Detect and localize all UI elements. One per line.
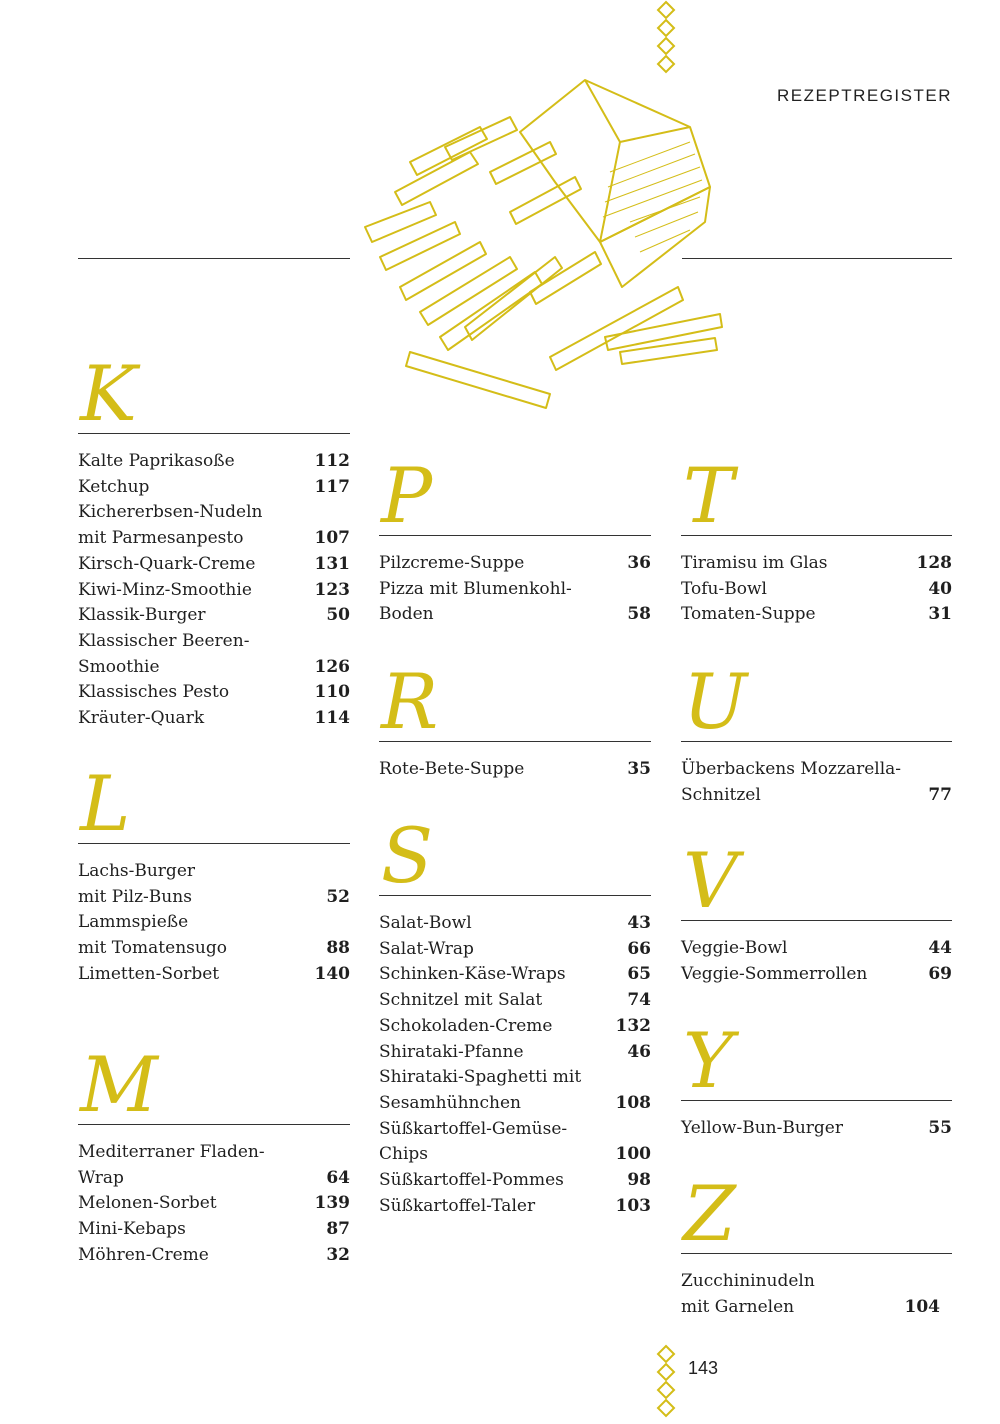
index-entry: Boden 58: [379, 604, 651, 625]
section-letter: R: [381, 657, 439, 746]
index-entry: Salat-Bowl 43: [379, 913, 651, 933]
section-y: [681, 1010, 952, 1142]
index-entry: Smoothie 126: [78, 656, 350, 677]
section-letter: M: [80, 1040, 158, 1129]
section-letter: L: [80, 759, 131, 848]
index-entry-line: Pizza mit Blumenkohl-: [379, 578, 572, 599]
section-letter: Y: [683, 1016, 734, 1105]
section-p: [379, 445, 651, 628]
header-title: REZEPTREGISTER: [777, 86, 952, 105]
index-entry: Tofu-Bowl 40: [681, 578, 952, 599]
index-entry: mit Tomatensugo 88: [78, 938, 350, 959]
index-entry: Schnitzel 77: [681, 784, 952, 805]
index-entry: Süßkartoffel-Pommes 98: [379, 1170, 651, 1191]
section-t: [681, 445, 952, 628]
section-s: [379, 805, 651, 1219]
page-number: 143: [688, 1358, 719, 1378]
index-entry-line: Zucchininudeln: [681, 1271, 815, 1291]
section-letter: V: [683, 836, 738, 925]
index-entry-line: Lachs-Burger: [78, 861, 195, 881]
section-letter: K: [80, 349, 137, 438]
index-entry: mit Parmesanpesto 107: [78, 528, 350, 549]
index-entry: Klassik-Burger 50: [78, 605, 350, 626]
index-entry: Salat-Wrap 66: [379, 938, 651, 959]
index-entry: Schinken-Käse-Wraps 65: [379, 964, 651, 985]
index-entry: Süßkartoffel-Taler 103: [379, 1195, 651, 1216]
index-entry: Chips 100: [379, 1144, 651, 1165]
index-entry: Kräuter-Quark 114: [78, 708, 350, 729]
diamond-chain-bottom-icon: [652, 1344, 680, 1424]
index-entry: Kalte Paprikasoße 112: [78, 451, 350, 471]
index-entry: Kiwi-Minz-Smoothie 123: [78, 579, 350, 600]
index-entry: Sesamhühnchen 108: [379, 1092, 651, 1113]
section-r: [379, 651, 651, 783]
section-u: [681, 651, 952, 808]
index-entry: Rote-Bete-Suppe 35: [379, 759, 651, 779]
section-letter: S: [381, 811, 434, 900]
index-entry: Veggie-Sommerrollen 69: [681, 963, 952, 984]
index-entry: Veggie-Bowl 44: [681, 938, 952, 958]
index-entry: Möhren-Creme 32: [78, 1244, 350, 1265]
index-entry: Pilzcreme-Suppe 36: [379, 553, 651, 573]
index-entry: Shirataki-Pfanne 46: [379, 1041, 651, 1062]
index-entry: mit Pilz-Buns 52: [78, 886, 350, 907]
index-entry: Tiramisu im Glas 128: [681, 553, 952, 573]
section-letter: P: [381, 451, 433, 540]
top-rule-left: [78, 258, 350, 259]
section-letter: U: [683, 657, 748, 746]
diamond-chain-top-icon: [652, 0, 680, 80]
index-entry-line: Shirataki-Spaghetti mit: [379, 1067, 582, 1088]
index-entry-line: Kichererbsen-Nudeln: [78, 502, 263, 523]
index-entry: mit Garnelen 104: [681, 1296, 940, 1317]
index-entry: Wrap 64: [78, 1167, 350, 1188]
section-z: [681, 1163, 952, 1320]
index-entry: Yellow-Bun-Burger 55: [681, 1118, 952, 1138]
section-letter: T: [683, 451, 734, 540]
index-entry-line: Klassischer Beeren-: [78, 630, 250, 651]
index-entry-line: Überbackens Mozzarella-: [681, 759, 902, 779]
index-entry: Limetten-Sorbet 140: [78, 963, 350, 984]
index-entry-line: Süßkartoffel-Gemüse-: [379, 1118, 568, 1139]
index-entry: Klassisches Pesto 110: [78, 682, 350, 703]
index-entry: Kirsch-Quark-Creme 131: [78, 553, 350, 574]
index-entry: Schokoladen-Creme 132: [379, 1015, 651, 1036]
section-l: [78, 753, 350, 988]
index-entry: Melonen-Sorbet 139: [78, 1193, 350, 1214]
section-m: [78, 1034, 350, 1269]
index-entry: Mini-Kebaps 87: [78, 1219, 350, 1240]
index-entry-line: Lammspieße: [78, 912, 189, 933]
index-entry: Schnitzel mit Salat 74: [379, 990, 651, 1011]
section-letter: Z: [683, 1169, 736, 1258]
section-v: [681, 830, 952, 987]
french-fries-illustration-icon: [360, 72, 760, 412]
index-entry-line: Mediterraner Fladen-: [78, 1142, 265, 1162]
section-k: [78, 343, 350, 732]
index-entry: Tomaten-Suppe 31: [681, 604, 952, 625]
index-entry: Ketchup 117: [78, 476, 350, 497]
